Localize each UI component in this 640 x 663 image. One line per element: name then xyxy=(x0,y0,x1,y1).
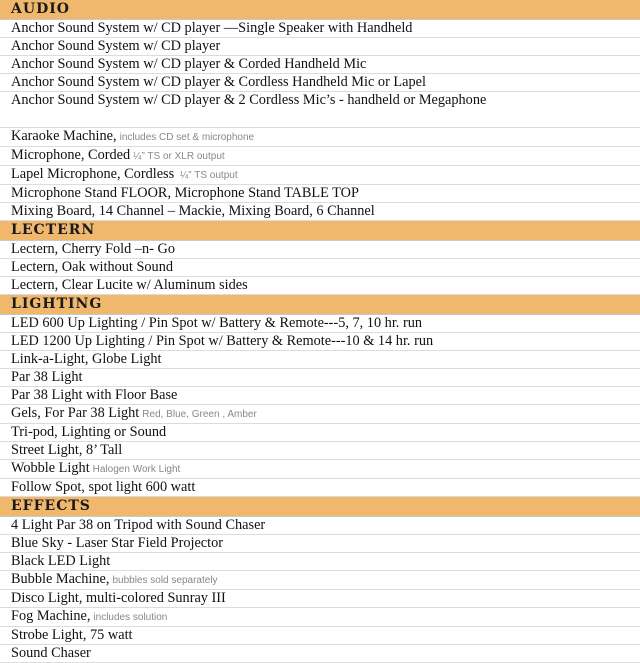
item-name: Blue Sky - Laser Star Field Projector xyxy=(11,535,224,551)
list-item xyxy=(0,387,640,405)
item-name: Link-a-Light, Globe Light xyxy=(11,351,162,367)
item-note: includes solution xyxy=(93,612,168,623)
item-name: Bubble Machine, xyxy=(11,571,110,587)
item-name: Follow Spot, spot light 600 watt xyxy=(11,479,196,495)
item-name: Gels, For Par 38 Light xyxy=(11,405,140,421)
item-note: ¼” TS output xyxy=(177,170,238,181)
list-item xyxy=(0,147,640,166)
item-name: Fog Machine, xyxy=(11,608,91,624)
list-item xyxy=(0,571,640,590)
item-name: 4 Light Par 38 on Tripod with Sound Chaser xyxy=(11,517,266,533)
section-header-audio: AUDIO xyxy=(0,0,640,20)
item-name: Lectern, Cherry Fold –n- Go xyxy=(11,241,175,257)
list-item xyxy=(0,185,640,203)
list-item xyxy=(0,333,640,351)
item-name: Disco Light, multi-colored Sunray III xyxy=(11,590,226,606)
item-note: Red, Blue, Green , Amber xyxy=(142,409,257,420)
item-note: includes CD set & microphone xyxy=(119,132,255,143)
item-name: Anchor Sound System w/ CD player xyxy=(11,38,221,54)
list-item xyxy=(0,442,640,460)
item-name: Microphone, Corded xyxy=(11,147,131,163)
list-item xyxy=(0,203,640,221)
list-item xyxy=(0,479,640,497)
list-item xyxy=(0,56,640,74)
list-item xyxy=(0,535,640,553)
list-item xyxy=(0,517,640,535)
list-item xyxy=(0,369,640,387)
list-item xyxy=(0,608,640,627)
item-name: Street Light, 8’ Tall xyxy=(11,442,123,458)
list-item xyxy=(0,645,640,663)
list-item xyxy=(0,424,640,442)
item-name: LED 600 Up Lighting / Pin Spot w/ Battery & Remote---5, 7, 10 hr. run xyxy=(11,315,423,331)
list-item xyxy=(0,460,640,479)
list-item xyxy=(0,553,640,571)
list-item xyxy=(0,241,640,259)
item-note: ¼” TS or XLR output xyxy=(133,151,225,162)
list-item xyxy=(0,277,640,295)
section-header-effects: EFFECTS xyxy=(0,497,640,517)
item-name: Anchor Sound System w/ CD player & Cordless Handheld Mic or Lapel xyxy=(11,74,426,90)
item-name: Strobe Light, 75 watt xyxy=(11,627,133,643)
item-name: Black LED Light xyxy=(11,553,111,569)
item-name: Mixing Board, 14 Channel – Mackie, Mixing Board, 6 Channel xyxy=(11,203,375,219)
item-name: Microphone Stand FLOOR, Microphone Stand TABLE TOP xyxy=(11,185,359,201)
item-name: Tri-pod, Lighting or Sound xyxy=(11,424,167,440)
item-name: Par 38 Light with Floor Base xyxy=(11,387,178,403)
section-header-lighting: LIGHTING xyxy=(0,295,640,315)
list-item xyxy=(0,590,640,608)
item-name: Anchor Sound System w/ CD player & Corded Handheld Mic xyxy=(11,56,367,72)
item-name: Karaoke Machine, xyxy=(11,128,117,144)
list-item xyxy=(0,166,640,185)
item-name: Lectern, Clear Lucite w/ Aluminum sides xyxy=(11,277,248,293)
item-note: Halogen Work Light xyxy=(92,464,181,475)
list-item xyxy=(0,38,640,56)
item-note: bubbles sold separately xyxy=(112,575,218,586)
list-item xyxy=(0,92,640,128)
list-item xyxy=(0,128,640,147)
item-name: Lapel Microphone, Cordless xyxy=(11,166,175,182)
section-header-lectern: LECTERN xyxy=(0,221,640,241)
list-item xyxy=(0,259,640,277)
item-name: Anchor Sound System w/ CD player & 2 Cordless Mic’s - handheld or Megaphone xyxy=(11,92,487,108)
item-name: Lectern, Oak without Sound xyxy=(11,259,173,275)
list-item xyxy=(0,74,640,92)
list-item xyxy=(0,351,640,369)
list-item xyxy=(0,405,640,424)
item-name: Wobble Light xyxy=(11,460,90,476)
list-item xyxy=(0,315,640,333)
item-name: Anchor Sound System w/ CD player —Single Speaker with Handheld xyxy=(11,20,413,36)
item-name: Par 38 Light xyxy=(11,369,83,385)
list-item xyxy=(0,20,640,38)
item-name: Sound Chaser xyxy=(11,645,91,661)
list-item xyxy=(0,627,640,645)
item-name: LED 1200 Up Lighting / Pin Spot w/ Battery & Remote---10 & 14 hr. run xyxy=(11,333,434,349)
